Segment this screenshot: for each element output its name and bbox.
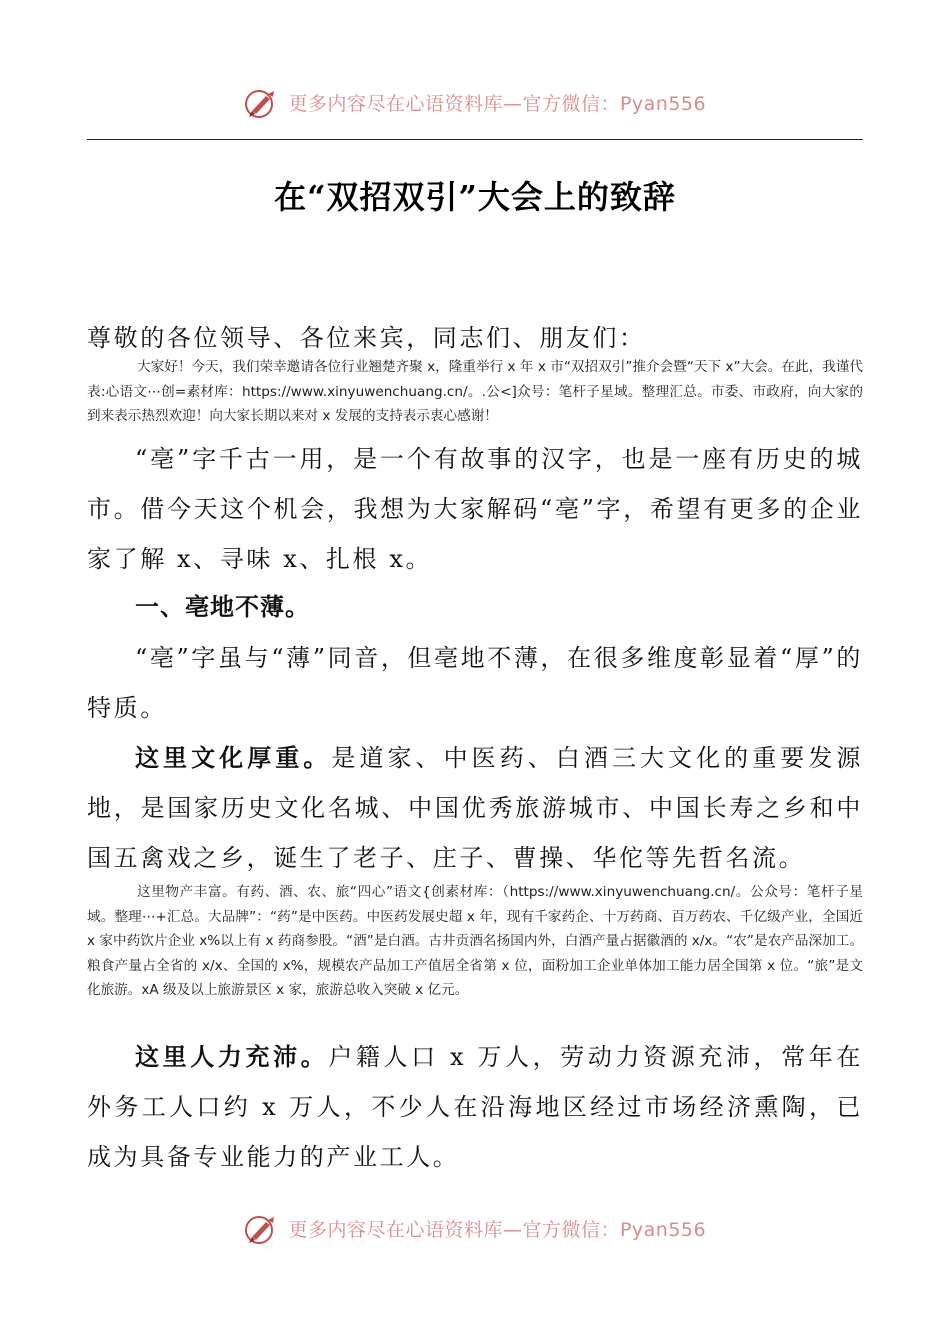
pen-nib-icon (244, 1213, 278, 1247)
footer-banner-text: 更多内容尽在心语资料库—官方微信：Pyan556 (288, 1218, 707, 1241)
paragraph-hao-thick: “亳”字虽与“薄”同音，但亳地不薄，在很多维度彰显着“厚”的特质。 (87, 644, 863, 722)
pen-nib-icon (244, 87, 278, 121)
paragraph-culture (87, 733, 863, 883)
document-title: 在“双招双引”大会上的致辞 (274, 178, 676, 216)
footer-banner (0, 1212, 950, 1246)
paragraph-culture-lead: 这里文化厚重。 (135, 743, 332, 772)
header-banner-text: 更多内容尽在心语资料库—官方微信：Pyan556 (288, 92, 707, 115)
paragraph-hao-character: “亳”字千古一用，是一个有故事的汉字，也是一座有历史的城市。借今天这个机会，我想为大家解码“亳”字，希望有更多的企业家了解 x、寻味 x、扎根 x。 (87, 445, 863, 573)
intro-paragraph: 大家好！今天，我们荣幸邀请各位行业翘楚齐聚 x，隆重举行 x 年 x 市“双招双引”推介会暨“天下 x”大会。在此，我谨代表:心语文⋯创=素材库：https://www.xinyuwenchuang.cn/。.公<]众号：笔杆子星域。整理汇总。市委、市政府，向大家的到来表示热烈欢迎！向大家长期以来对 x 发展的支持表示衷心感谢！ (87, 359, 863, 424)
paragraph-culture-body: 是道家、中医药、白酒三大文化的重要发源地，是国家历史文化名城、中国优秀旅游城市、中国长寿之乡和中国五禽戏之乡，诞生了老子、庄子、曹操、华佗等先哲名流。 (87, 744, 863, 872)
salutation: 尊敬的各位领导、各位来宾，同志们、朋友们： (87, 324, 646, 352)
paragraph-labor-body: 户籍人口 x 万人，劳动力资源充沛，常年在外务工人口约 x 万人，不少人在沿海地区经过市场经济熏陶，已成为具备专业能力的产业工人。 (87, 1043, 863, 1171)
paragraph-labor-lead: 这里人力充沛。 (135, 1042, 329, 1071)
section-heading-1: 一、亳地不薄。 (135, 593, 310, 621)
paragraph-products: 这里物产丰富。有药、酒、农、旅“四心”语文{创素材库：（https://www.xinyuwenchuang.cn/。公众号：笔杆子星域。整理⋯+汇总。大品牌”：“药”是中医药。中医药发展史超 x 年，现有千家药企、十万药商、百万药农、千亿级产业，全国近 x 家中药饮片企业 x%以上有 x 药商参股。“酒”是白酒。古井贡酒名扬国内外，白酒产量占据徽酒的 x/x。“农”是农产品深加工。粮食产量占全省的 x/x、全国的 x%，规模农产品加工产值居全省第 x 位，面粉加工企业单体加工能力居全国第 x 位。“旅”是文化旅游。xA 级及以上旅游景区 x 家，旅游总收入突破 x 亿元。 (87, 884, 863, 998)
paragraph-labor (87, 1032, 863, 1182)
header-banner (0, 86, 950, 120)
header-divider (87, 139, 863, 140)
